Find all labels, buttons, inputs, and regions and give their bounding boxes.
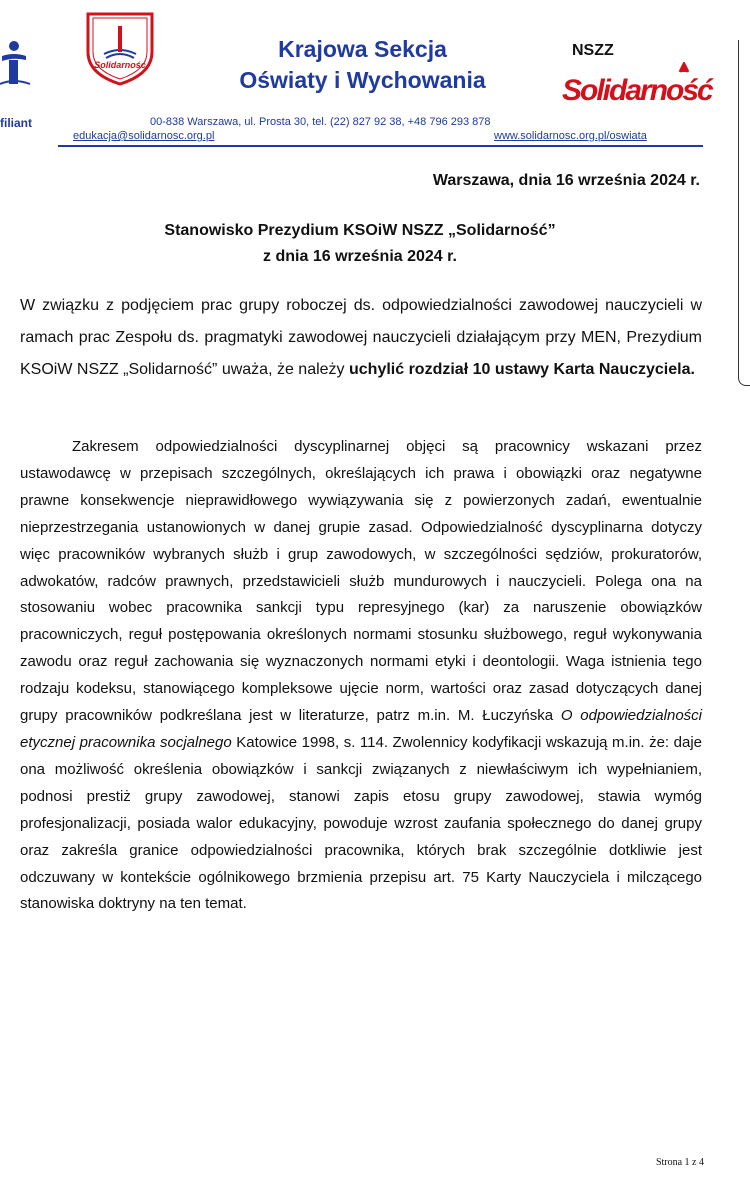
website-link[interactable]: www.solidarnosc.org.pl/oswiata	[494, 130, 647, 142]
paragraph-intro-bold: uchylić rozdział 10 ustawy Karta Nauczyciela.	[349, 361, 695, 378]
ksoiw-seal-logo	[80, 8, 160, 88]
clipped-side-frame	[738, 40, 750, 386]
header-divider	[58, 145, 703, 147]
org-name-line2: Oświaty i Wychowania	[239, 67, 486, 93]
solidarnosc-logo	[560, 62, 720, 110]
paragraph-body-citation-title: O odpowiedzialności etycznej pracownika socjalnego	[20, 707, 703, 751]
org-name-line1: Krajowa Sekcja	[278, 36, 447, 62]
paragraph-body	[20, 434, 702, 918]
paragraph-body-part2: Katowice 1998, s. 114. Zwolennicy kodyfikacji wskazują m.in. że: daje ona możliwość określenia obowiązków i sankcji związanych z niewłaściwym ich wypełnianiem, podnosi prestiż grupy zawodowej, stanowi zapis etosu grupy zawodowej, stawia wymóg profesjonalizacji, posiada walor edukacyjny, powoduje wzrost zaufania społecznego do danej grupy oraz zakreśla granice odpowiedzialności pracownika, których brak szczególnie dotkliwie jest odczuwany w kontekście ogólnikowego brzmienia przepisu art. 75 Karty Nauczyciela i milczącego stanowiska doktryny na ten temat.	[20, 733, 702, 913]
affiliant-label: filiant	[0, 116, 32, 130]
document-title: Stanowisko Prezydium KSOiW NSZZ „Solidarność”	[164, 222, 556, 239]
document-title-date: z dnia 16 września 2024 r.	[263, 248, 457, 265]
svg-text:Solidarność: Solidarność	[562, 74, 712, 107]
page-number: Strona 1 z 4	[655, 1157, 704, 1168]
paragraph-body-part1: Zakresem odpowiedzialności dyscyplinarnej objęci są pracownicy wskazani przez ustawodawcę w przepisach szczególnych, określających ich prawa i obowiązki oraz negatywne prawne konsekwencje nieprawidłowego wywiązywania się z powierzonych zadań, ewentualnie nieprzestrzegania ustanowionych w danej grupie zasad. Odpowiedzialność dyscyplinarna dotyczy więc pracowników wybranych służb i grup zawodowych, w szczególności sędziów, prokuratorów, adwokatów, radców prawnych, przedstawicieli służb mundurowych i nauczycieli. Polega ona na stosowaniu wobec pracownika sankcji typu represyjnego (kar) za naruszenie obowiązków pracowniczych, reguł postępowania określonych normami stosunku służbowego, reguł wykonywania zawodu oraz reguł zachowania się wyznaczonych normami etyki i deontologii. Waga istnienia tego rodzaju kodeksu, stanowiącego kompleksowe ujęcie norm, wartości oraz zasad dotyczących danej grupy pracowników podkreślana jest w literaturze, patrz m.in. M. Łuczyńska	[20, 438, 702, 725]
email-link[interactable]: edukacja@solidarnosc.org.pl	[73, 130, 215, 142]
education-international-logo	[0, 38, 40, 88]
svg-text:Solidarność: Solidarność	[94, 60, 146, 70]
paragraph-intro-text: W związku z podjęciem prac grupy roboczej ds. odpowiedzialności zawodowej nauczycieli w ramach prac Zespołu ds. pragmatyki zawodowej nauczycieli działającym przy MEN, Prezydium KSOiW NSZZ „Solidarność” uważa, że należy	[20, 297, 702, 378]
document-date: Warszawa, dnia 16 września 2024 r.	[432, 172, 700, 189]
paragraph-intro	[20, 290, 702, 386]
nszz-label: NSZZ	[572, 42, 614, 59]
address-line: 00-838 Warszawa, ul. Prosta 30, tel. (22) 827 92 38, +48 796 293 878	[150, 116, 491, 128]
organization-name	[200, 34, 525, 96]
